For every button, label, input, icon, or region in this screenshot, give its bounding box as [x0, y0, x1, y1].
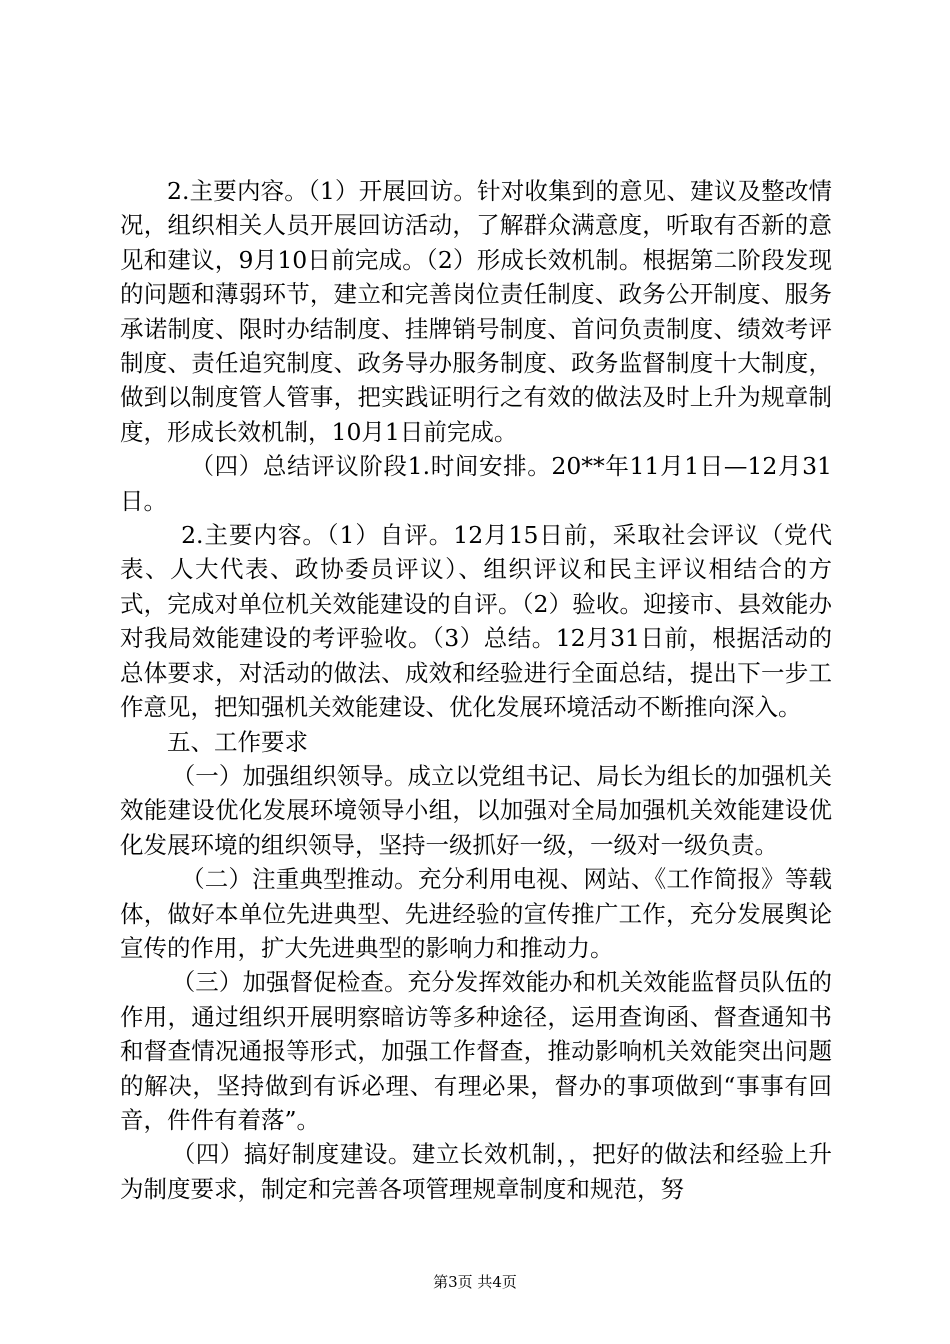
paragraph-requirement-4: （四）搞好制度建设。建立长效机制，，把好的做法和经验上升为制度要求，制定和完善各项管理规章制度和规范，努 — [120, 1140, 832, 1203]
section-heading-work-requirements: 五、工作要求 — [167, 727, 308, 756]
paragraph-main-content-stage4: 2.主要内容。（1）自评。12月15日前，采取社会评议（党代表、人大代表、政协委员评议）、组织评议和民主评议相结合的方式，完成对单位机关效能建设的自评。（2）验收。迎接市、县效能办对我局效能建设的考评验收。（3）总结。12月31日前，根据活动的总体要求，对活动的做法、成效和经验进行全面总结，提出下一步工作意见，把知强机关效能建设、优化发展环境活动不断推向深入。 — [120, 521, 832, 722]
paragraph-requirement-2: （二）注重典型推动。充分利用电视、网站、《工作简报》等载体，做好本单位先进典型、先进经验的宣传推广工作，充分发展舆论宣传的作用，扩大先进典型的影响力和推动力。 — [120, 865, 832, 962]
paragraph-main-content-stage3: 2.主要内容。（1）开展回访。针对收集到的意见、建议及整改情况，组织相关人员开展回访活动，了解群众满意度，听取有否新的意见和建议，9月10日前完成。（2）形成长效机制。根据第二阶段发现的问题和薄弱环节，建立和完善岗位责任制度、政务公开制度、服务承诺制度、限时办结制度、挂牌销号制度、首问负责制度、绩效考评制度、责任追究制度、政务导办服务制度、政务监督制度十大制度，做到以制度管人管事，把实践证明行之有效的做法及时上升为规章制度，形成长效机制，10月1日前完成。 — [120, 177, 832, 446]
page-number-footer: 第3页 共4页 — [433, 1273, 517, 1291]
paragraph-requirement-1: （一）加强组织领导。成立以党组书记、局长为组长的加强机关效能建设优化发展环境领导小组，以加强对全局加强机关效能建设优化发展环境的组织领导，坚持一级抓好一级，一级对一级负责。 — [120, 761, 832, 859]
document-body — [120, 174, 832, 1206]
paragraph-requirement-3: （三）加强督促检查。充分发挥效能办和机关效能监督员队伍的作用，通过组织开展明察暗访等多种途径，运用查询函、督查通知书和督查情况通报等形式，加强工作督查，推动影响机关效能突出问题的解决，坚持做到有诉必理、有理必果，督办的事项做到“事事有回音，件件有着落”。 — [120, 968, 832, 1134]
paragraph-summary-stage-heading: （四）总结评议阶段1.时间安排。20**年11月1日—12月31日。 — [120, 452, 832, 515]
